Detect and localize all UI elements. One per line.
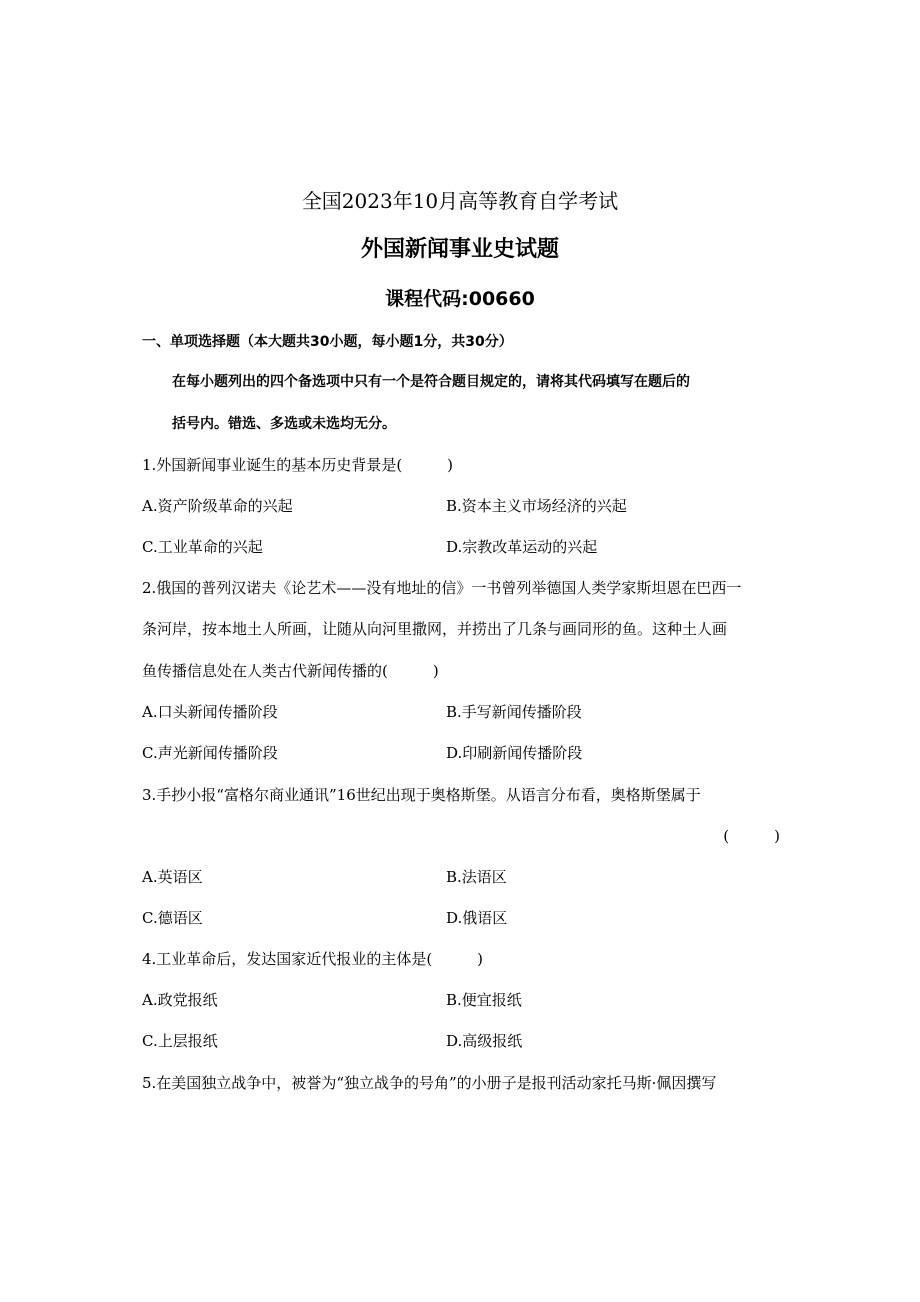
question-3-option-d: D.俄语区 <box>446 909 508 927</box>
question-2-stem-line-3: 鱼传播信息处在人类古代新闻传播的( ) <box>142 662 439 680</box>
question-1-option-c: C.工业革命的兴起 <box>142 538 263 556</box>
question-4-option-a: A.政党报纸 <box>142 991 218 1009</box>
question-2-option-d: D.印刷新闻传播阶段 <box>446 744 583 762</box>
question-2-stem-line-2: 条河岸，按本地土人所画，让随从向河里撒网，并捞出了几条与画同形的鱼。这种土人画 <box>142 620 728 638</box>
section-heading: 一、单项选择题（本大题共30小题，每小题1分，共30分） <box>142 334 513 350</box>
question-4-stem: 4.工业革命后，发达国家近代报业的主体是( ) <box>142 950 484 968</box>
question-3-option-b: B.法语区 <box>446 868 507 886</box>
question-1-option-a: A.资产阶级革命的兴起 <box>142 497 293 515</box>
question-4-option-d: D.高级报纸 <box>446 1032 523 1050</box>
question-2-option-b: B.手写新闻传播阶段 <box>446 703 582 721</box>
question-3-answer-paren: ( ) <box>723 827 780 845</box>
exam-title: 全国2023年10月高等教育自学考试 <box>301 189 619 213</box>
instruction-line: 在每小题列出的四个备选项中只有一个是符合题目规定的，请将其代码填写在题后的 <box>172 374 690 390</box>
question-1-stem: 1.外国新闻事业诞生的基本历史背景是( ) <box>142 456 454 474</box>
question-5-stem: 5.在美国独立战争中，被誉为“独立战争的号角”的小册子是报刊活动家托马斯·佩因撰写 <box>142 1074 717 1092</box>
question-4-option-b: B.便宜报纸 <box>446 991 522 1009</box>
question-1-option-b: B.资本主义市场经济的兴起 <box>446 497 627 515</box>
question-4-option-c: C.上层报纸 <box>142 1032 218 1050</box>
instruction-line: 括号内。错选、多选或未选均无分。 <box>172 416 396 432</box>
question-3-stem: 3.手抄小报“富格尔商业通讯”16世纪出现于奥格斯堡。从语言分布看，奥格斯堡属于 <box>142 786 701 804</box>
question-2-option-c: C.声光新闻传播阶段 <box>142 744 278 762</box>
question-3-option-c: C.德语区 <box>142 909 203 927</box>
subject-title: 外国新闻事业史试题 <box>360 237 559 262</box>
question-3-option-a: A.英语区 <box>142 868 203 886</box>
question-1-option-d: D.宗教改革运动的兴起 <box>446 538 598 556</box>
question-2-stem-line-1: 2.俄国的普列汉诺夫《论艺术——没有地址的信》一书曾列举德国人类学家斯坦恩在巴西一 <box>142 579 742 597</box>
course-code: 课程代码:00660 <box>385 288 535 310</box>
question-2-option-a: A.口头新闻传播阶段 <box>142 703 278 721</box>
